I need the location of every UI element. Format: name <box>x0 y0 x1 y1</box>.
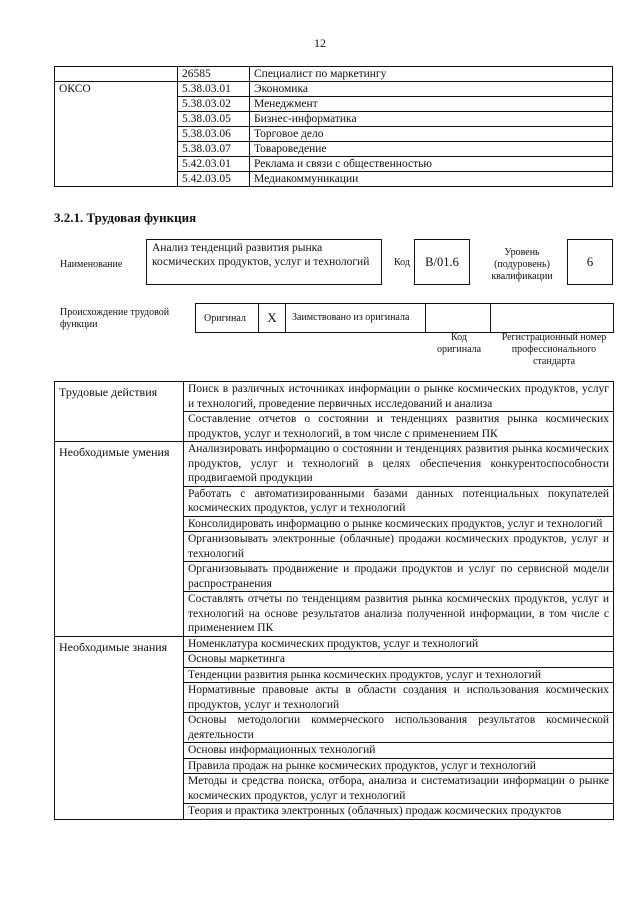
code-original-caption: Код оригинала <box>436 332 482 355</box>
section-item: Нормативные правовые акты в области создания и использования космических продуктов, услуг и технологий <box>184 683 614 713</box>
function-name-value: Анализ тенденций развития рынка космических продуктов, услуг и технологий <box>152 242 370 268</box>
reg-number-caption: Регистрационный номер профессионального стандарта <box>501 332 607 367</box>
function-name-box <box>146 239 382 285</box>
section-item: Составлять отчеты по тенденциям развития рынка космических продуктов, услуг и технологий на основе результатов анализа полученной информации, в том числе с применением ПК <box>184 592 614 637</box>
okso-row <box>55 82 613 97</box>
okso-code: 5.38.03.05 <box>178 112 250 127</box>
section-item: Организовывать продвижение и продажи продуктов и услуг по сервисной модели распространения <box>184 562 614 592</box>
okso-code: 26585 <box>178 67 250 82</box>
section-item: Номенклатура космических продуктов, услуг и технологий <box>184 636 614 652</box>
okso-name: Бизнес-информатика <box>250 112 613 127</box>
okso-code: 5.38.03.02 <box>178 97 250 112</box>
okso-name: Реклама и связи с общественностью <box>250 157 613 172</box>
table-row <box>55 442 614 487</box>
okso-group-cell: ОКСО <box>55 82 178 187</box>
original-label: Оригинал <box>204 313 246 324</box>
okso-name: Товароведение <box>250 142 613 157</box>
okso-code: 5.38.03.01 <box>178 82 250 97</box>
okso-group-cell <box>55 67 178 82</box>
okso-code: 5.38.03.06 <box>178 127 250 142</box>
borrowed-cell <box>285 303 426 333</box>
section-item: Работать с автоматизированными базами данных потенциальных покупателей космических продуктов, услуг и технологий <box>184 486 614 516</box>
code-box <box>414 239 470 285</box>
okso-code: 5.38.03.07 <box>178 142 250 157</box>
original-mark-cell <box>258 303 286 333</box>
section-heading: 3.2.1. Трудовая функция <box>54 210 197 225</box>
okso-name: Экономика <box>250 82 613 97</box>
page-number: 12 <box>314 36 326 50</box>
reg-number-cell <box>490 303 614 333</box>
okso-code: 5.42.03.05 <box>178 172 250 187</box>
level-value: 6 <box>586 254 594 269</box>
section-item: Консолидировать информацию о рынке космических продуктов, услуг и технологий <box>184 516 614 532</box>
origin-label: Происхождение трудовой функции <box>60 307 170 330</box>
section-item: Поиск в различных источниках информации о рынке космических продуктов, услуг и технологий, проведение первичных исследований и анализа <box>184 382 614 412</box>
section-item: Основы информационных технологий <box>184 743 614 759</box>
section-item: Теория и практика электронных (облачных) продаж космических продуктов <box>184 804 614 820</box>
code-value: B/01.6 <box>425 254 459 269</box>
borrowed-label: Заимствовано из оригинала <box>292 312 410 323</box>
level-box <box>567 239 613 285</box>
level-label: Уровень (подуровень) квалификации <box>491 247 553 282</box>
section-label: Необходимые умения <box>55 442 184 637</box>
section-item: Организовывать электронные (облачные) продажи космических продуктов, услуг и технологий <box>184 532 614 562</box>
code-label: Код <box>394 257 410 268</box>
section-item: Основы маркетинга <box>184 652 614 668</box>
section-label: Трудовые действия <box>55 382 184 442</box>
section-item: Тенденции развития рынка космических продуктов, услуг и технологий <box>184 667 614 683</box>
section-item: Основы методологии коммерческого использования результатов космической деятельности <box>184 713 614 743</box>
table-row <box>55 636 614 652</box>
original-cell <box>195 303 259 333</box>
section-item: Методы и средства поиска, отбора, анализа и систематизации информации о рынке космических продуктов, услуг и технологий <box>184 774 614 804</box>
okso-row <box>55 67 613 82</box>
okso-table <box>54 66 613 187</box>
labor-function-table <box>54 381 614 820</box>
okso-name: Торговое дело <box>250 127 613 142</box>
okso-name: Медиакоммуникации <box>250 172 613 187</box>
section-item: Составление отчетов о состоянии и тенденциях развития рынка космических продуктов, услуг и технологий, в том числе с применением ПК <box>184 412 614 442</box>
section-label: Необходимые знания <box>55 636 184 819</box>
code-original-cell <box>425 303 491 333</box>
name-label: Наименование <box>60 259 123 270</box>
okso-name: Менеджмент <box>250 97 613 112</box>
okso-name: Специалист по маркетингу <box>250 67 613 82</box>
section-item: Правила продаж на рынке космических продуктов, услуг и технологий <box>184 758 614 774</box>
okso-code: 5.42.03.01 <box>178 157 250 172</box>
table-row <box>55 382 614 412</box>
original-mark: X <box>267 310 277 325</box>
section-item: Анализировать информацию о состоянии и тенденциях развития рынка космических продуктов, услуг и технологий в целях обеспечения конкурентоспособности продвигаемой продукции <box>184 442 614 487</box>
